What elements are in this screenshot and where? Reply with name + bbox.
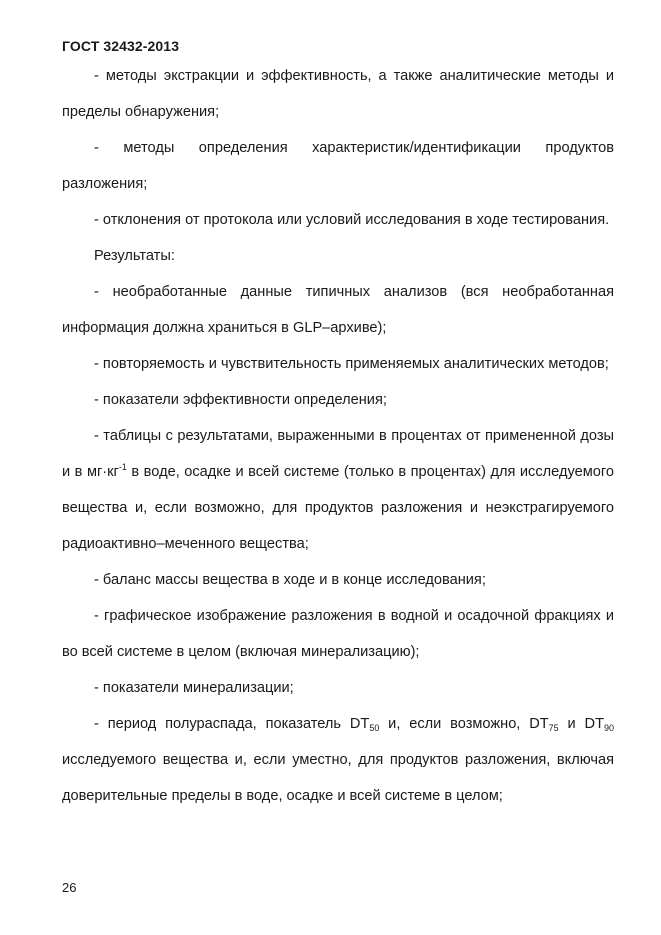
paragraph-graphical-representation: - графическое изображение разложения в водной и осадочной фракциях и во всей системе в целом (включая минерализацию); (62, 608, 614, 660)
half-life-text-b: и, если возможно, DT (379, 716, 549, 732)
results-tables-text-b: в воде, осадке и всей системе (только в процентах) для исследуемого вещества и, если возможно, для продуктов разложения и неэкстрагируемого радиоактивно–меченного вещества; (62, 464, 614, 552)
paragraph-mineralization: - показатели минерализации; (94, 680, 294, 696)
document-body (62, 58, 614, 814)
paragraph-efficiency: - показатели эффективности определения; (94, 392, 387, 408)
paragraph-results-heading: Результаты: (94, 248, 175, 264)
paragraph-extraction-methods: - методы экстракции и эффективность, а также аналитические методы и пределы обнаружения; (62, 68, 614, 120)
results-tables-text-a: - таблицы с результатами, выраженными в процентах от примененной дозы и в мг·кг (62, 428, 614, 480)
half-life-text-a: - период полураспада, показатель DT (94, 716, 370, 732)
paragraph-raw-data: - необработанные данные типичных анализов (вся необработанная информация должна храниться в GLP–архиве); (62, 284, 614, 336)
half-life-text-c: и DT (558, 716, 604, 732)
dt-subscript-75: 75 (548, 723, 559, 733)
dt-subscript-50: 50 (369, 723, 380, 733)
paragraph-repeatability: - повторяемость и чувствительность применяемых аналитических методов; (94, 356, 609, 372)
paragraph-results-tables (62, 418, 614, 562)
page-number: 26 (62, 880, 77, 895)
paragraph-protocol-deviations: - отклонения от протокола или условий исследования в ходе тестирования. (94, 212, 610, 228)
paragraph-mass-balance: - баланс массы вещества в ходе и в конце исследования; (94, 572, 486, 588)
paragraph-characterization-methods: - методы определения характеристик/идентификации продуктов разложения; (62, 140, 614, 192)
paragraph-half-life (62, 706, 614, 814)
document-header-code: ГОСТ 32432-2013 (62, 38, 180, 54)
dt-subscript-90: 90 (603, 723, 614, 733)
unit-exponent: -1 (118, 462, 127, 472)
half-life-text-d: исследуемого вещества и, если уместно, для продуктов разложения, включая доверительные пределы в воде, осадке и всей системе в целом; (62, 752, 614, 804)
